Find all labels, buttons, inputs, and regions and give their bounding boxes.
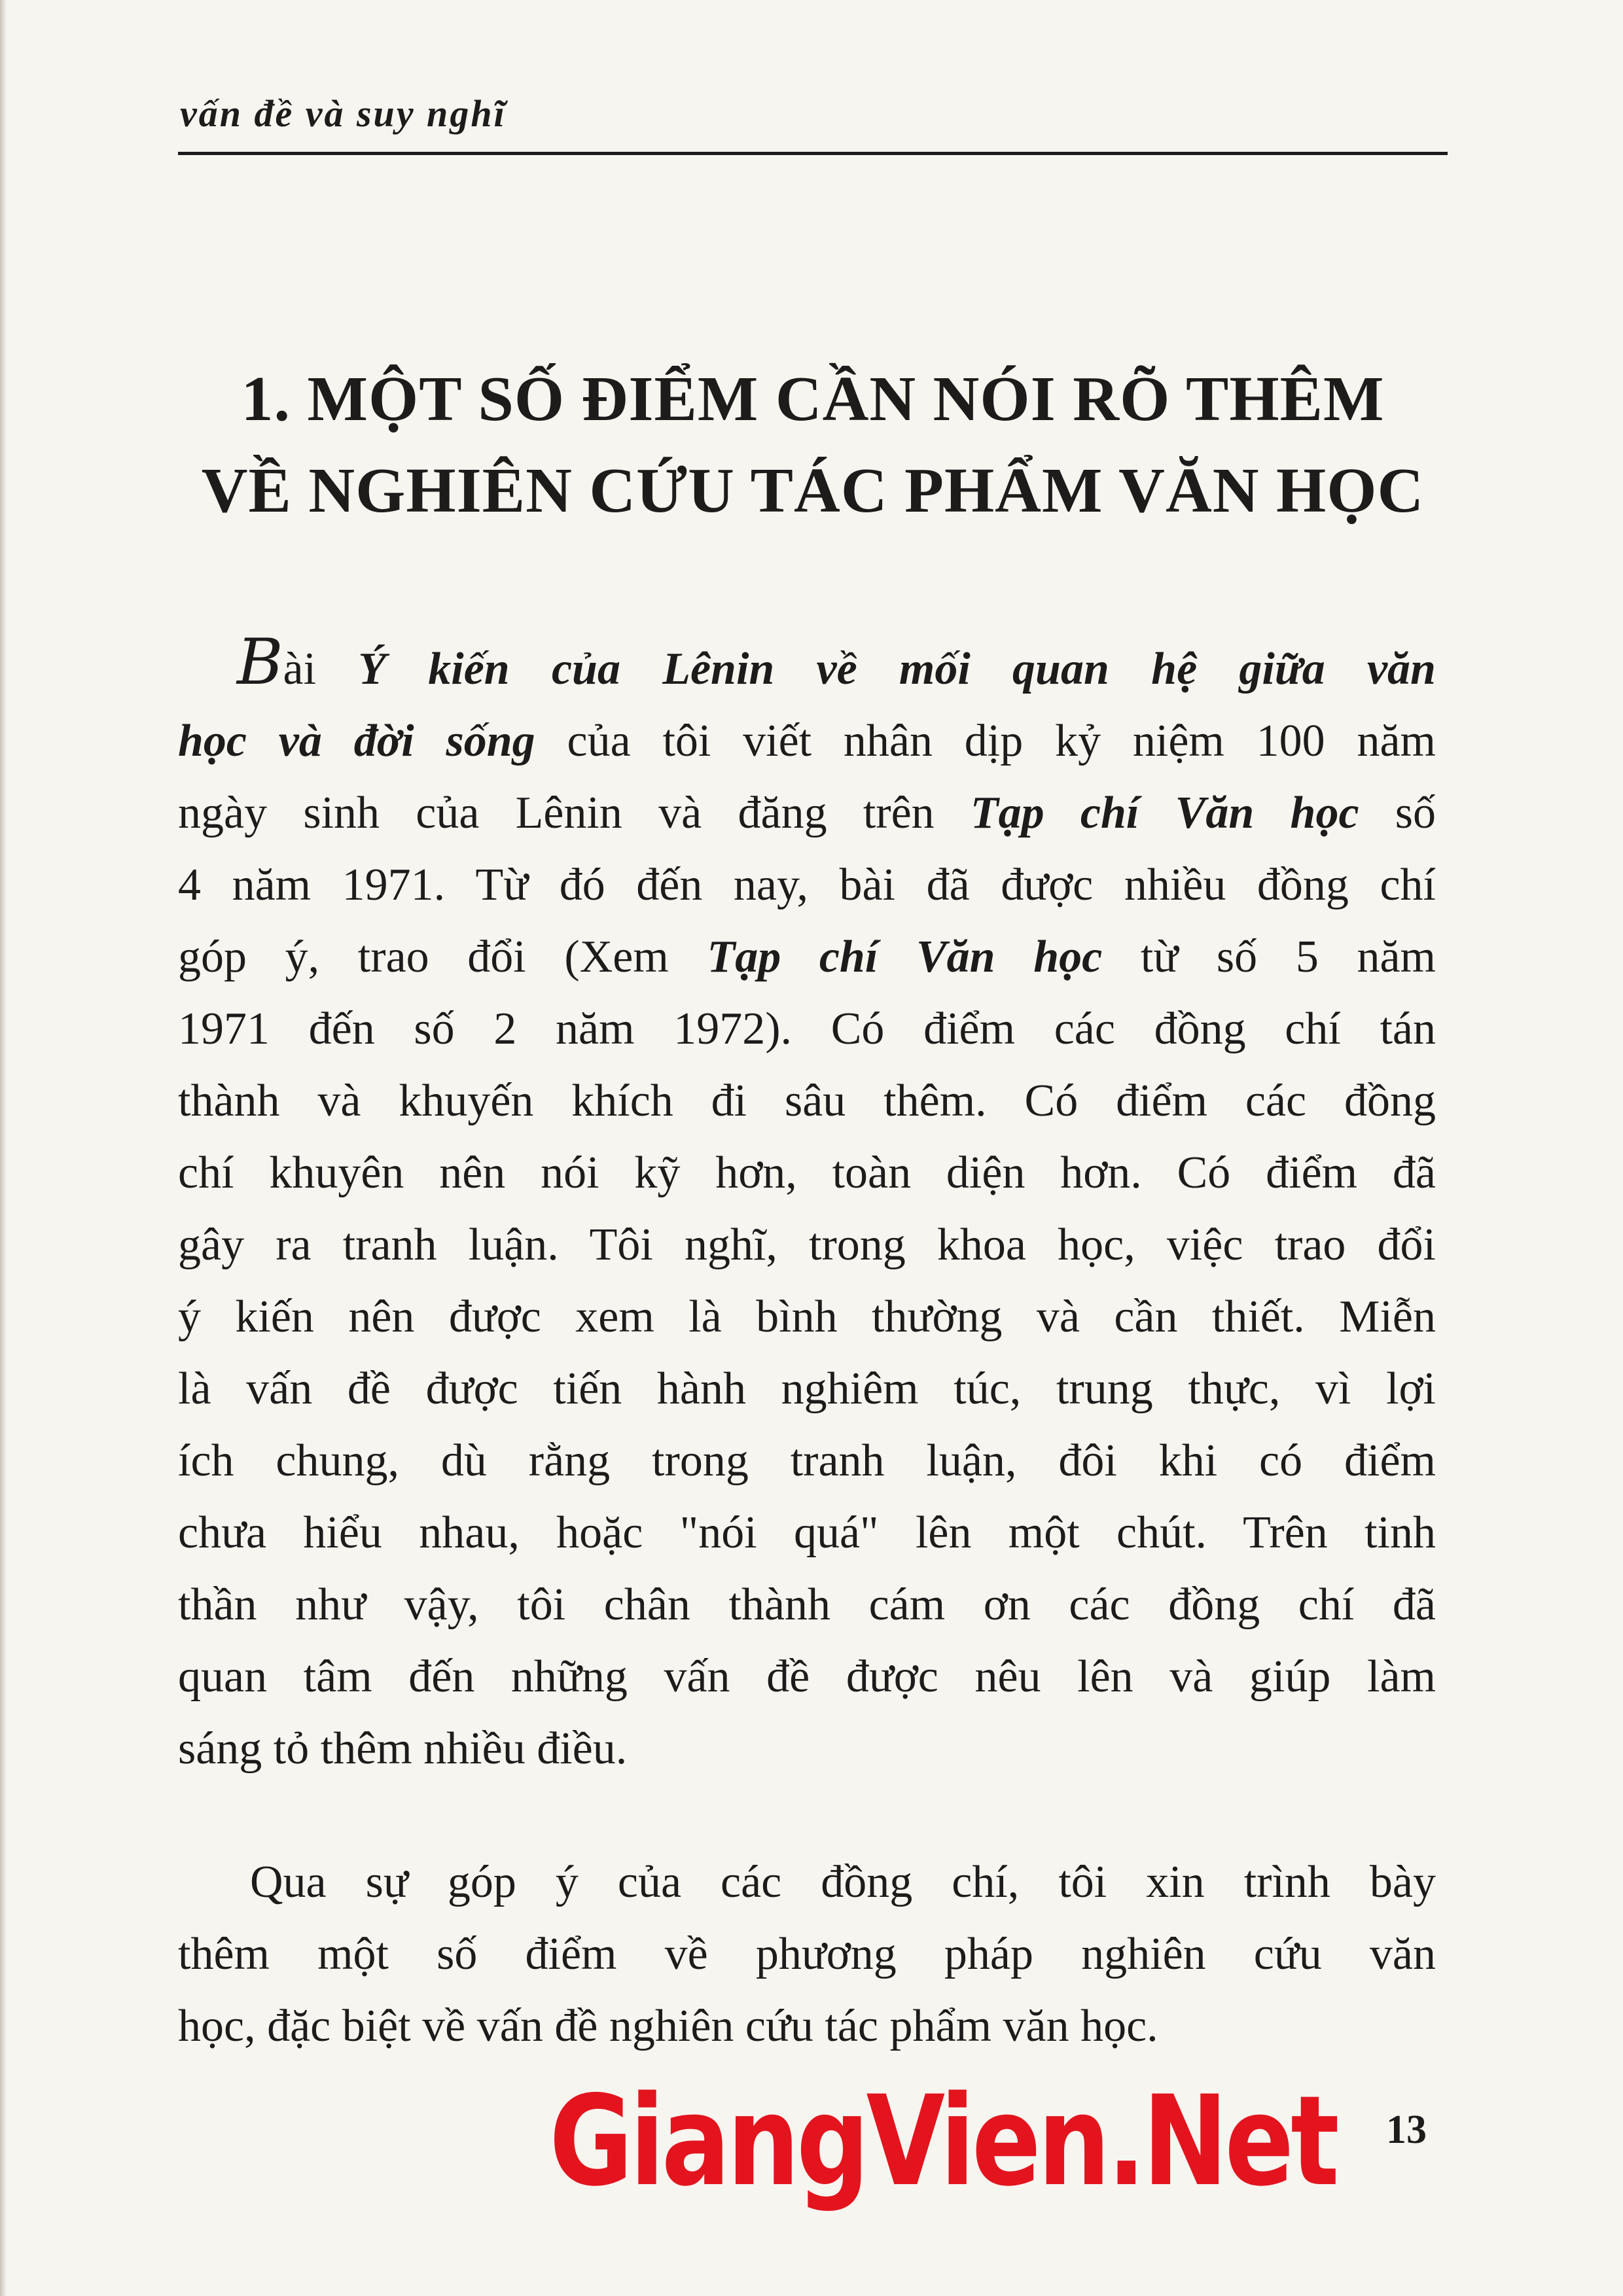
page-edge-shadow — [0, 0, 7, 2296]
text-line: chưa hiểu nhau, hoặc "nói quá" lên một chút. Trên tinh — [178, 1508, 1436, 1558]
drop-cap: B — [237, 626, 283, 699]
header-rule — [178, 152, 1448, 155]
text-line: ý kiến nên được xem là bình thường và cần thiết. Miễn — [178, 1292, 1436, 1342]
text-line: Qua sự góp ý của các đồng chí, tôi xin trình bày — [250, 1857, 1436, 1907]
text-line — [178, 777, 1436, 849]
text-run: từ số 5 năm — [1102, 932, 1436, 982]
text-line: là vấn đề được tiến hành nghiêm túc, trung thực, vì lợi — [178, 1364, 1436, 1414]
page-number: 13 — [1386, 2108, 1427, 2152]
text-line — [178, 705, 1436, 777]
text-run: ngày sinh của Lênin và đăng trên — [178, 788, 971, 838]
text-run: số — [1359, 788, 1436, 838]
text-line: thành và khuyến khích đi sâu thêm. Có điểm các đồng — [178, 1076, 1436, 1126]
article-title-emphasis: học và đời sống — [178, 716, 535, 766]
watermark-logo: GiangVien.Net — [549, 2069, 1336, 2214]
text-line: 4 năm 1971. Từ đó đến nay, bài đã được nhiều đồng chí — [178, 860, 1436, 910]
text-line: 1971 đến số 2 năm 1972). Có điểm các đồng chí tán — [178, 1004, 1436, 1054]
text-line: chí khuyên nên nói kỹ hơn, toàn diện hơn. Có điểm đã — [178, 1148, 1436, 1198]
text-line: ích chung, dù rằng trong tranh luận, đôi khi có điểm — [178, 1436, 1436, 1486]
running-header: vấn đề và suy nghĩ — [180, 92, 507, 135]
chapter-title-line-2: VỀ NGHIÊN CỨU TÁC PHẨM VĂN HỌC — [201, 455, 1425, 526]
paragraph-2 — [178, 1846, 1436, 2062]
text-line: thêm một số điểm về phương pháp nghiên cứu văn — [178, 1929, 1436, 1979]
article-title-emphasis: Ý kiến của Lênin về mối quan hệ giữa văn — [358, 644, 1436, 694]
text-line: gây ra tranh luận. Tôi nghĩ, trong khoa học, việc trao đổi — [178, 1220, 1436, 1270]
chapter-title — [178, 353, 1448, 537]
chapter-title-line-1: 1. MỘT SỐ ĐIỂM CẦN NÓI RÕ THÊM — [241, 364, 1385, 434]
text-line — [178, 626, 1436, 705]
text-run: của tôi viết nhân dịp kỷ niệm 100 năm — [535, 716, 1436, 766]
text-run: ài — [283, 644, 359, 694]
journal-name-emphasis: Tạp chí Văn học — [970, 788, 1359, 838]
text-line: sáng tỏ thêm nhiều điều. — [178, 1723, 628, 1774]
paragraph-1 — [178, 626, 1436, 1785]
text-run: góp ý, trao đổi (Xem — [178, 932, 707, 982]
journal-name-emphasis: Tạp chí Văn học — [707, 932, 1103, 982]
text-line: thần như vậy, tôi chân thành cám ơn các đồng chí đã — [178, 1580, 1436, 1630]
text-line: học, đặc biệt về vấn đề nghiên cứu tác phẩm văn học. — [178, 2001, 1158, 2051]
text-line: quan tâm đến những vấn đề được nêu lên và giúp làm — [178, 1651, 1436, 1702]
text-line — [178, 921, 1436, 993]
